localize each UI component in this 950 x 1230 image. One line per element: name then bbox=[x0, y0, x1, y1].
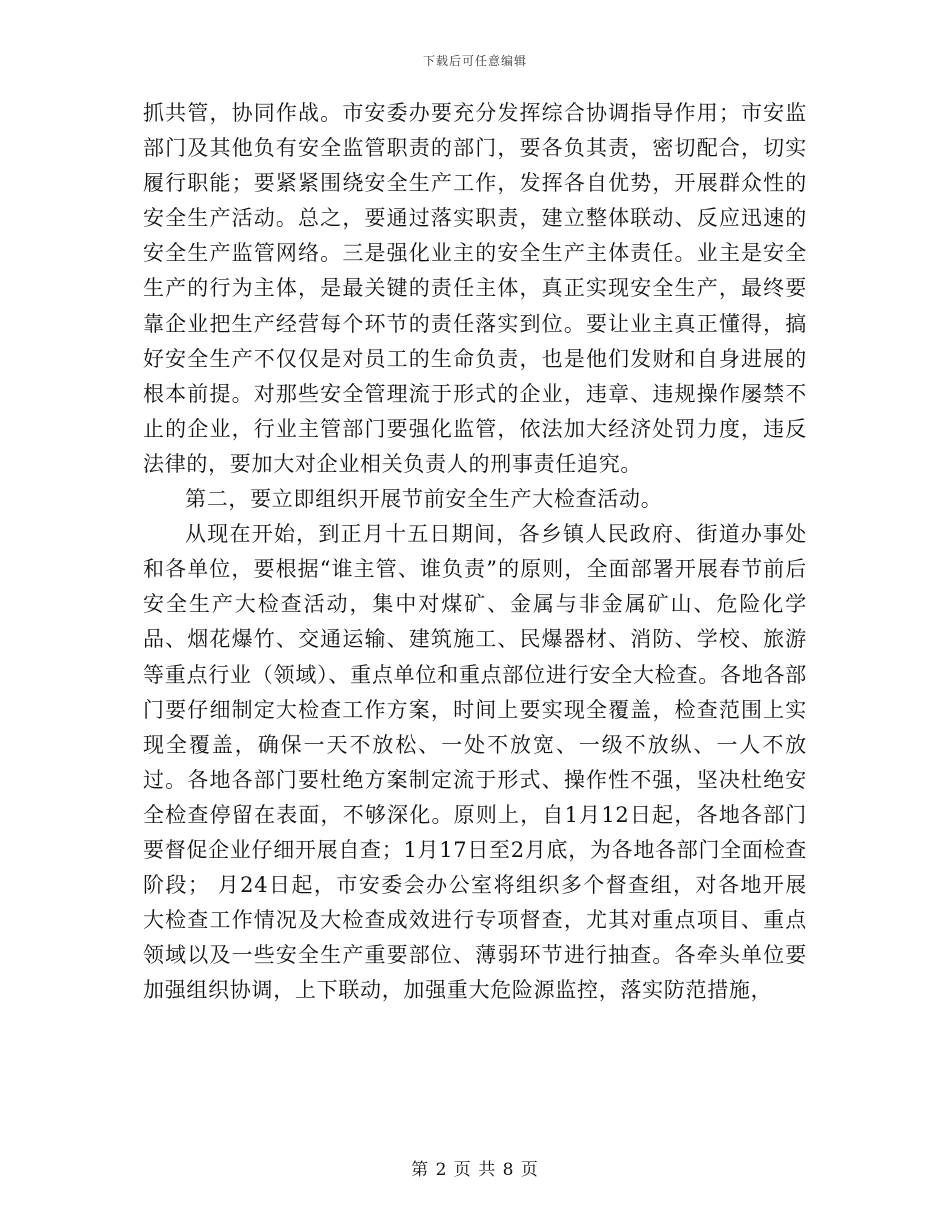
body-paragraph-continued: 抓共管，协同作战。市安委办要充分发挥综合协调指导作用；市安监部门及其他负有安全监管职责的部门，要各负其责，密切配合，切实履行职能；要紧紧围绕安全生产工作，发挥各自优势，开展群众性的安全生产活动。总之，要通过落实职责，建立整体联动、反应迅速的安全生产监管网络。三是强化业主的安全生产主体责任。业主是安全生产的行为主体，是最关键的责任主体，真正实现安全生产，最终要靠企业把生产经营每个环节的责任落实到位。要让业主真正懂得，搞好安全生产不仅仅是对员工的生命负责，也是他们发财和自身进展的根本前提。对那些安全管理流于形式的企业，违章、违规操作屡禁不止的企业，行业主管部门要强化监管，依法加大经济处罚力度，违反法律的，要加大对企业相关负责人的刑事责任追究。 bbox=[143, 101, 807, 476]
body-paragraph: 从现在开始，到正月十五日期间，各乡镇人民政府、街道办事处和各单位，要根据“谁主管、谁负责”的原则，全面部署开展春节前后安全生产大检查活动，集中对煤矿、金属与非金属矿山、危险化学品、烟花爆竹、交通运输、建筑施工、民爆器材、消防、学校、旅游等重点行业（领域）、重点单位和重点部位进行安全大检查。各地各部门要仔细制定大检查工作方案，时间上要实现全覆盖，检查范围上实现全覆盖，确保一天不放松、一处不放宽、一级不放纵、一人不放过。各地各部门要杜绝方案制定流于形式、操作性不强，坚决杜绝安全检查停留在表面，不够深化。原则上，自1月12日起，各地各部门要督促企业仔细开展自查；1月17日至2月底，为各地各部门全面检查阶段； 月24日起，市安委会办公室将组织多个督查组，对各地开展大检查工作情况及大检查成效进行专项督查，尤其对重点项目、重点领域以及一些安全生产重要部位、薄弱环节进行抽查。各牵头单位要加强组织协调，上下联动，加强重大危险源监控，落实防范措施， bbox=[143, 522, 807, 1003]
document-body bbox=[143, 96, 807, 1008]
page-header: 下载后可任意编辑 bbox=[422, 54, 527, 68]
page-number-footer: 第 2 页 共 8 页 bbox=[411, 1160, 539, 1180]
section-heading-paragraph: 第二，要立即组织开展节前安全生产大检查活动。 bbox=[185, 487, 663, 512]
